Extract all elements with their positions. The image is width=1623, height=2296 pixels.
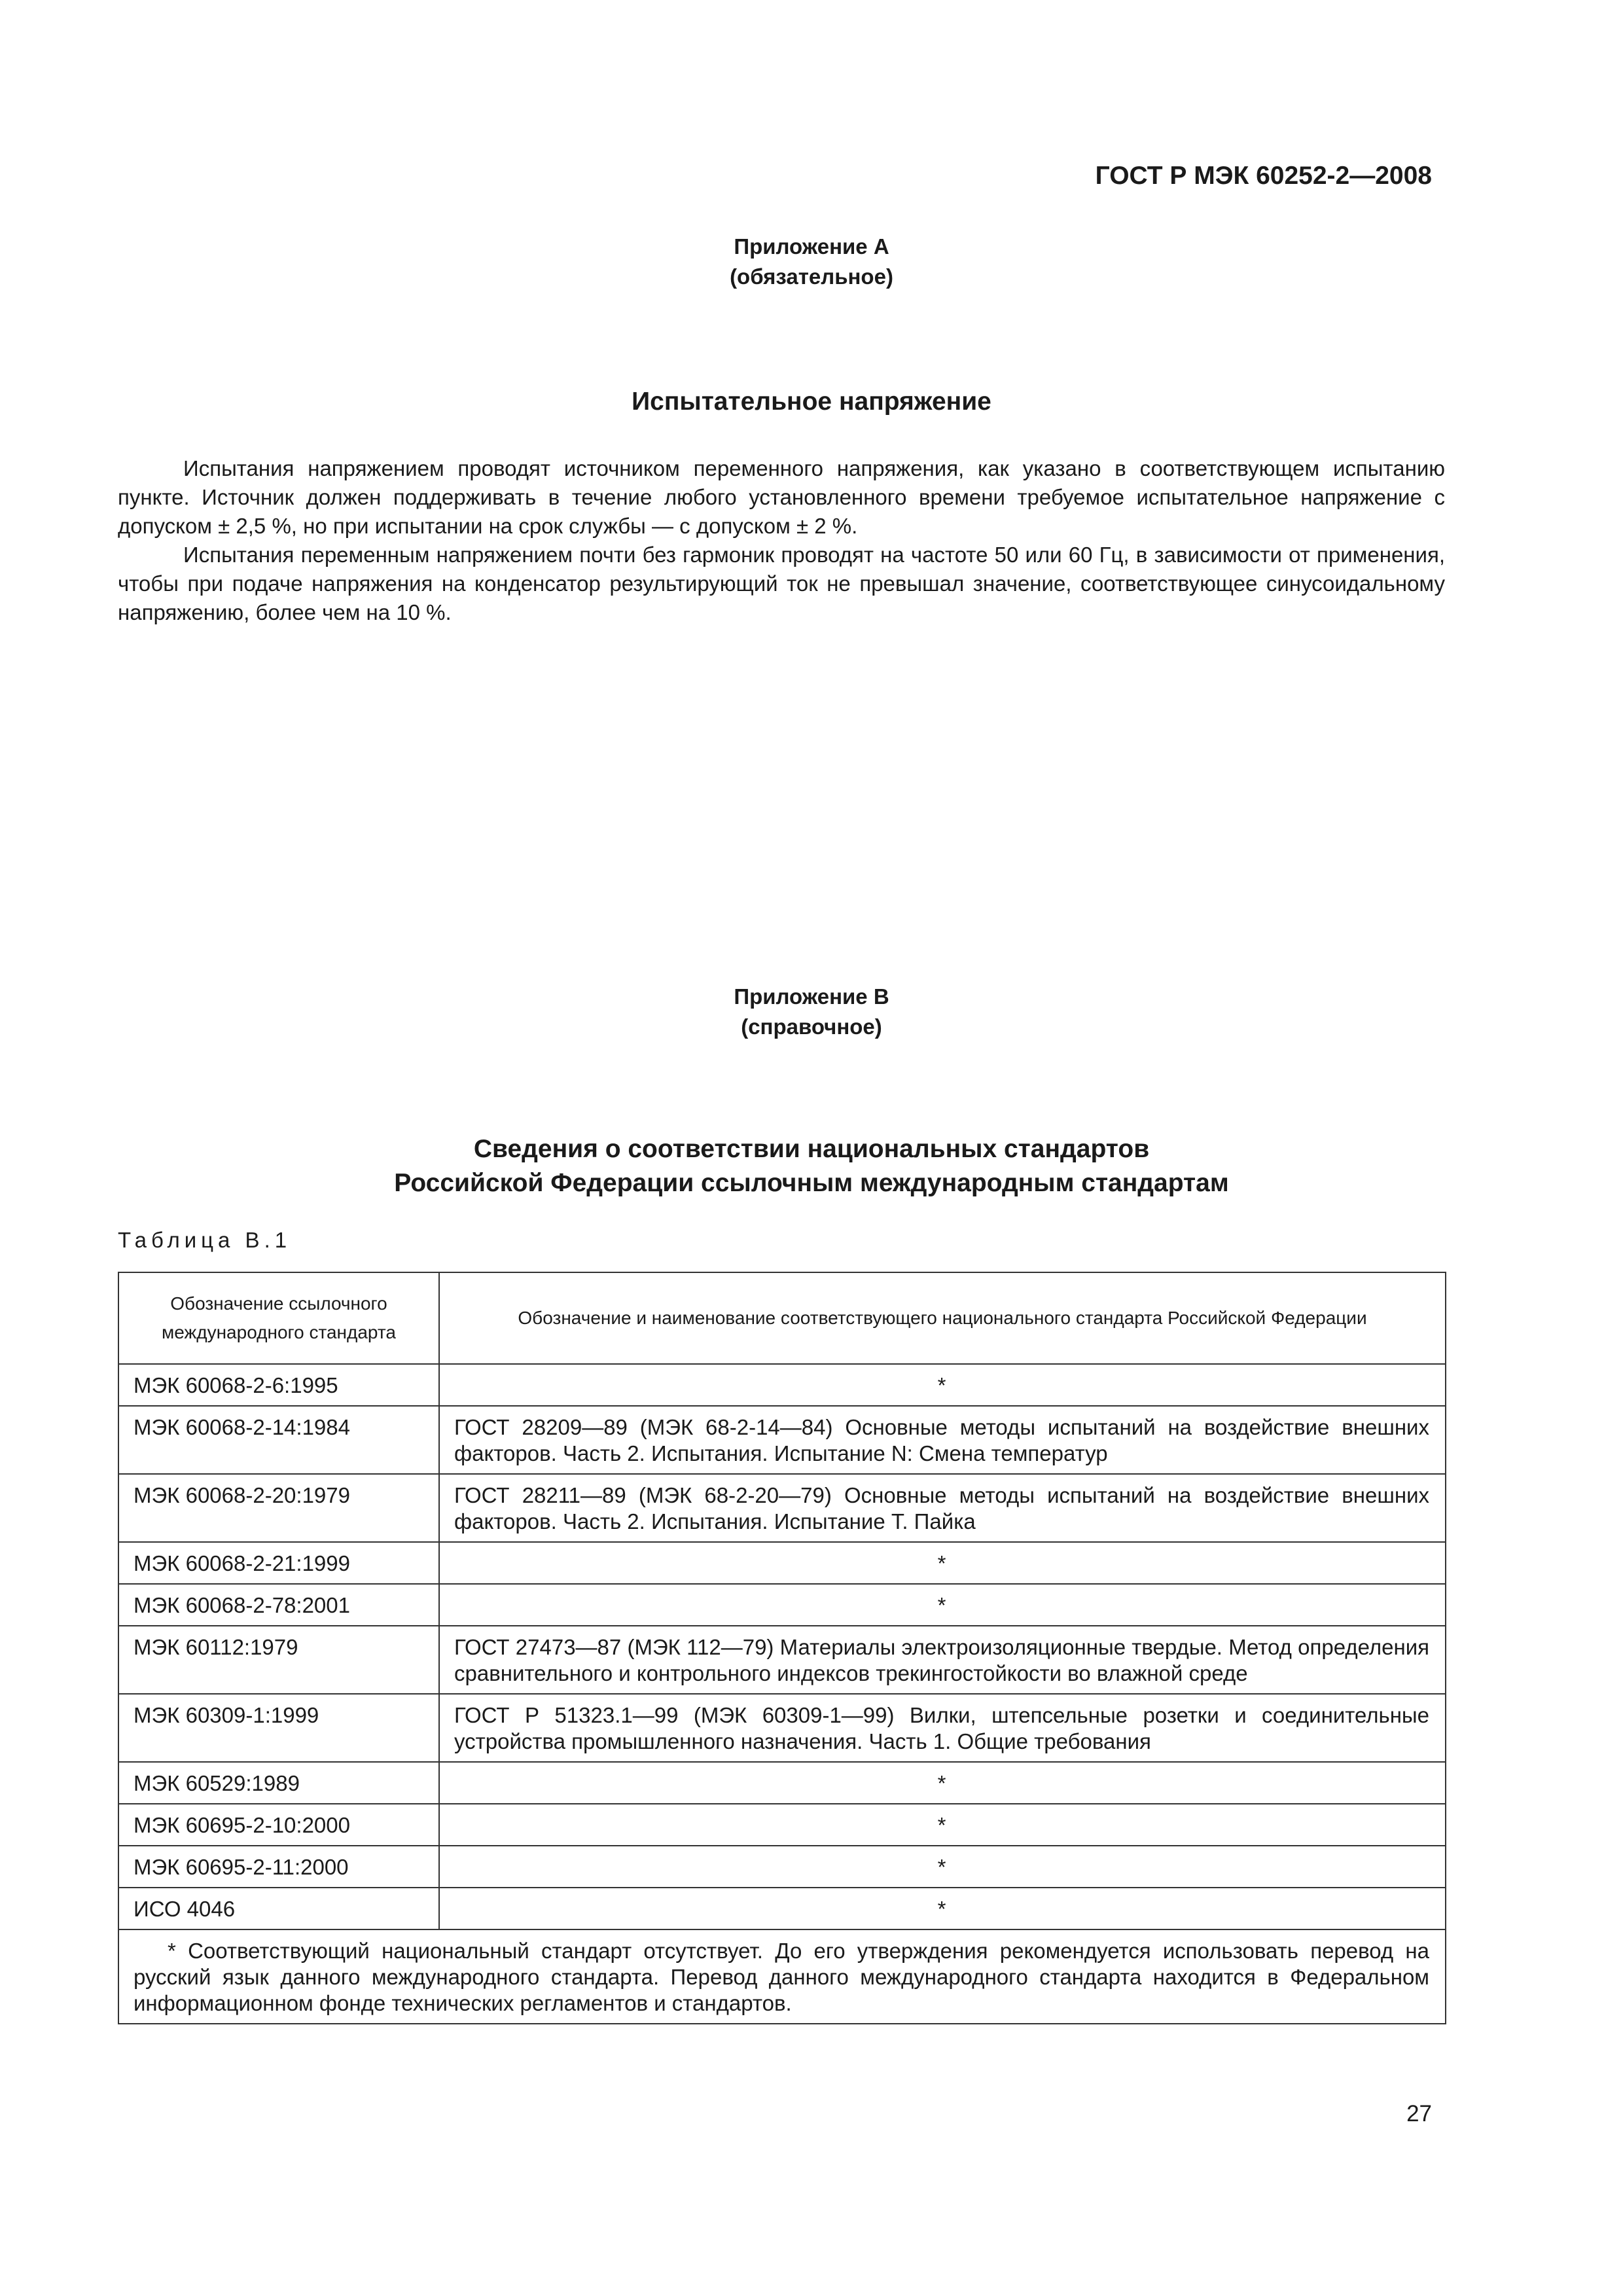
table-footnote-row <box>118 1929 1446 2024</box>
appendix-a-label: Приложение А <box>734 234 889 259</box>
intl-standard-cell: МЭК 60068-2-14:1984 <box>118 1406 439 1474</box>
national-standard-cell: ГОСТ 27473—87 (МЭК 112—79) Материалы электроизоляционные твердые. Метод определения сравнительного и контрольного индексов трекингостойкости во влажной среде <box>439 1626 1446 1694</box>
table-header-national: Обозначение и наименование соответствующего национального стандарта Российской Федерации <box>439 1272 1446 1364</box>
appendix-b-type: (справочное) <box>741 1014 882 1039</box>
national-standard-cell: * <box>439 1804 1446 1846</box>
table-footnote: * Соответствующий национальный стандарт отсутствует. До его утверждения рекомендуется использовать перевод на русский язык данного международного стандарта. Перевод данного международного стандарта находится в Федеральном информационном фонде технических регламентов и стандартов. <box>118 1929 1446 2024</box>
intl-standard-cell: МЭК 60068-2-20:1979 <box>118 1474 439 1542</box>
intl-standard-cell: МЭК 60112:1979 <box>118 1626 439 1694</box>
table-row <box>118 1804 1446 1846</box>
intl-standard-cell: МЭК 60309-1:1999 <box>118 1694 439 1762</box>
paragraph: Испытания напряжением проводят источником переменного напряжения, как указано в соответствующем испытанию пункте. Источник должен поддерживать в течение любого установленного времени требуемое испытательное напряжение с допуском ± 2,5 %, но при испытании на срок службы — с допуском ± 2 %. <box>118 456 1445 538</box>
table-row <box>118 1584 1446 1626</box>
appendix-a-title: Испытательное напряжение <box>632 387 991 416</box>
table-row <box>118 1406 1446 1474</box>
reference-table <box>118 1272 1446 2024</box>
appendix-b-heading <box>0 982 1623 1042</box>
appendix-b-title-line: Российской Федерации ссылочным международным стандартам <box>394 1169 1229 1197</box>
document-code: ГОСТ Р МЭК 60252-2—2008 <box>1095 162 1432 190</box>
paragraph: Испытания переменным напряжением почти без гармоник проводят на частоте 50 или 60 Гц, в зависимости от применения, чтобы при подаче напряжения на конденсатор результирующий ток не превышал значение, соответствующее синусоидальному напряжению, более чем на 10 %. <box>118 543 1445 624</box>
appendix-b-label: Приложение В <box>734 984 889 1009</box>
national-standard-cell: * <box>439 1762 1446 1804</box>
national-standard-cell: * <box>439 1542 1446 1584</box>
table-row <box>118 1694 1446 1762</box>
intl-standard-cell: МЭК 60068-2-21:1999 <box>118 1542 439 1584</box>
national-standard-cell: * <box>439 1888 1446 1929</box>
table-header-row <box>118 1272 1446 1364</box>
intl-standard-cell: МЭК 60695-2-11:2000 <box>118 1846 439 1888</box>
intl-standard-cell: МЭК 60529:1989 <box>118 1762 439 1804</box>
national-standard-cell: * <box>439 1846 1446 1888</box>
table-label: Таблица В.1 <box>118 1228 292 1252</box>
national-standard-cell: ГОСТ 28211—89 (МЭК 68-2-20—79) Основные методы испытаний на воздействие внешних факторов. Часть 2. Испытания. Испытание Т. Пайка <box>439 1474 1446 1542</box>
national-standard-cell: ГОСТ Р 51323.1—99 (МЭК 60309-1—99) Вилки, штепсельные розетки и соединительные устройства промышленного назначения. Часть 1. Общие требования <box>439 1694 1446 1762</box>
intl-standard-cell: МЭК 60695-2-10:2000 <box>118 1804 439 1846</box>
appendix-a-body <box>118 454 1445 627</box>
appendix-a-heading <box>0 232 1623 292</box>
table-row <box>118 1542 1446 1584</box>
table-row <box>118 1888 1446 1929</box>
appendix-b-title <box>0 1132 1623 1200</box>
appendix-b-title-line: Сведения о соответствии национальных стандартов <box>473 1135 1150 1163</box>
table-row <box>118 1846 1446 1888</box>
table-header-intl: Обозначение ссылочного международного стандарта <box>118 1272 439 1364</box>
table-row <box>118 1364 1446 1406</box>
intl-standard-cell: МЭК 60068-2-78:2001 <box>118 1584 439 1626</box>
intl-standard-cell: ИСО 4046 <box>118 1888 439 1929</box>
national-standard-cell: ГОСТ 28209—89 (МЭК 68-2-14—84) Основные методы испытаний на воздействие внешних факторов. Часть 2. Испытания. Испытание N: Смена температур <box>439 1406 1446 1474</box>
national-standard-cell: * <box>439 1364 1446 1406</box>
appendix-a-type: (обязательное) <box>730 264 893 289</box>
table-row <box>118 1474 1446 1542</box>
table-row <box>118 1762 1446 1804</box>
intl-standard-cell: МЭК 60068-2-6:1995 <box>118 1364 439 1406</box>
table-row <box>118 1626 1446 1694</box>
page-number: 27 <box>1406 2101 1432 2126</box>
national-standard-cell: * <box>439 1584 1446 1626</box>
